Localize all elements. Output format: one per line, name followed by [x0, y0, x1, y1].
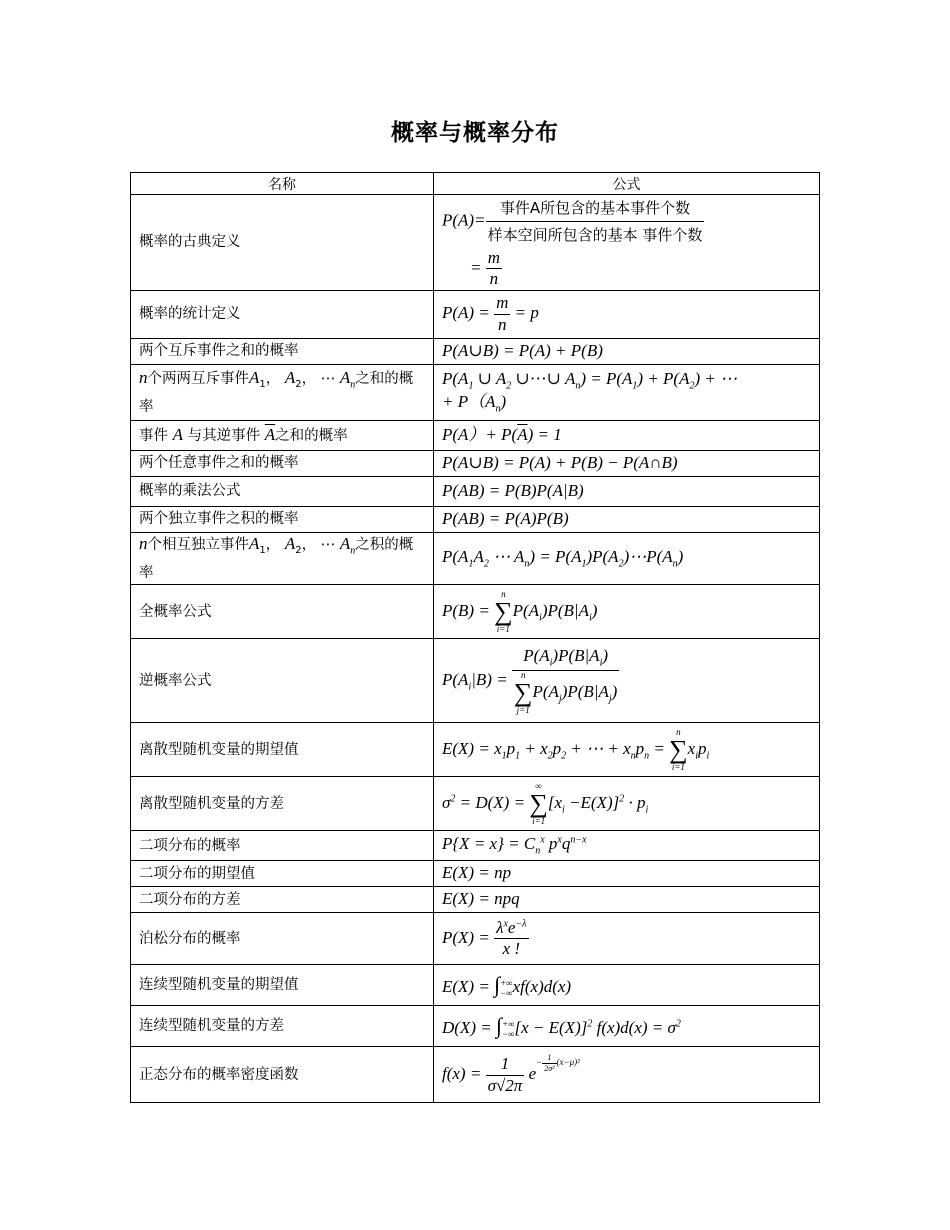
table-row	[131, 723, 820, 777]
row-formula: P(A) = $\frac{m}{n}$ = p	[434, 290, 820, 338]
row-formula: P(A∪B) = P(A) + P(B) − P(A∩B)	[434, 450, 820, 476]
row-formula: P(A)= $\frac{\text{事件A所包含的基本事件个数}}{\text{样本空间所包含的基本 事件个数}}$ = $\frac{m}{n}$	[434, 195, 820, 291]
table-row	[131, 450, 820, 476]
page-title: 概率与概率分布	[391, 120, 559, 146]
table-row	[131, 861, 820, 887]
row-name: 二项分布的方差	[131, 887, 434, 913]
row-formula: P(X) = $\frac{\lambda^xe^{-\lambda}}{x !}$	[434, 913, 820, 965]
row-name: 泊松分布的概率	[131, 913, 434, 965]
row-name: 连续型随机变量的期望值	[131, 965, 434, 1006]
row-name: 事件 A 与其逆事件 $\overline{A}$之和的概率	[131, 420, 434, 450]
row-name: 概率的古典定义	[131, 195, 434, 291]
table-row	[131, 1006, 820, 1047]
classic-denominator: 样本空间所包含的基本 事件个数	[487, 226, 703, 244]
table-row	[131, 913, 820, 965]
row-name: 二项分布的期望值	[131, 861, 434, 887]
row-formula: $P(A_i|B)$ = $P(A_i)P(B|A_i)$ n ∑ j=1 $P(A_j)P(B|A_j)$	[434, 639, 820, 723]
table-row	[131, 777, 820, 831]
header-name: 名称	[131, 173, 434, 195]
table-row	[131, 1047, 820, 1103]
row-formula: P(A∪B) = P(A) + P(B)	[434, 338, 820, 364]
row-formula: $P(A)+ P(\overline{A}) = 1$	[434, 420, 820, 450]
table-row	[131, 195, 820, 291]
table-row	[131, 532, 820, 584]
row-name: 概率的统计定义	[131, 290, 434, 338]
row-formula: P(B) = n ∑ i=1 $P(A_i)P(B|A_i)$	[434, 585, 820, 639]
row-formula: E(X) = npq	[434, 887, 820, 913]
row-name: 连续型随机变量的方差	[131, 1006, 434, 1047]
row-name: 逆概率公式	[131, 639, 434, 723]
table-row	[131, 965, 820, 1006]
row-name: 正态分布的概率密度函数	[131, 1047, 434, 1103]
row-name: 离散型随机变量的方差	[131, 777, 434, 831]
row-formula: f(x) = $\frac{1}{\sigma√2\pi}$ $e^{- \frac{1}{\text{2σ²}} (x-\mu)^2}$	[434, 1047, 820, 1103]
row-formula: $P(A_1A_2$ ⋯ $A_n$) = $P(A_1)P(A_2)\cdots P(A_n)$	[434, 532, 820, 584]
row-formula: D(X) = ∫+∞ $-\infty[x - E(X)]^2$ $f(x)d(x) = \sigma^2$	[434, 1006, 820, 1047]
table-row	[131, 639, 820, 723]
row-name: n个相互独立事件$A_1$， $A_2$， ⋯ $A_n$之积的概率	[131, 532, 434, 584]
classic-numerator: 事件A所包含的基本事件个数	[486, 195, 705, 222]
row-formula: P(AB) = P(B)P(A|B)	[434, 476, 820, 506]
header-formula: 公式	[434, 173, 820, 195]
table-row	[131, 831, 820, 861]
table-row	[131, 420, 820, 450]
row-name: 两个互斥事件之和的概率	[131, 338, 434, 364]
row-formula: P(AB) = P(A)P(B)	[434, 506, 820, 532]
row-name: 二项分布的概率	[131, 831, 434, 861]
table-row	[131, 338, 820, 364]
row-name: 两个任意事件之和的概率	[131, 450, 434, 476]
table-row	[131, 506, 820, 532]
row-name: 两个独立事件之积的概率	[131, 506, 434, 532]
row-name: n个两两互斥事件$A_1$， $A_2$， ⋯ $A_n$之和的概率	[131, 364, 434, 420]
row-formula: $E(X) = x_1p_1 + x_2p_2$ + ⋯ + $x_np_n$ = n ∑ i=1 $x_ip_i$	[434, 723, 820, 777]
table-row	[131, 887, 820, 913]
row-name: 全概率公式	[131, 585, 434, 639]
row-name: 概率的乘法公式	[131, 476, 434, 506]
row-formula: E(X) = np	[434, 861, 820, 887]
table-row	[131, 476, 820, 506]
formula-table	[130, 172, 820, 1103]
row-formula: E(X) = ∫+∞ −∞xf(x)d(x)	[434, 965, 820, 1006]
row-name: 离散型随机变量的期望值	[131, 723, 434, 777]
table-header-row	[131, 173, 820, 195]
row-formula: $P(A_1$ ∪ $A_2$ ∪⋯∪ $A_n) = P(A_1) + P(A_2)$ + ⋯ + $P(A_n)$	[434, 364, 820, 420]
table-row	[131, 290, 820, 338]
table-row	[131, 364, 820, 420]
row-formula: $\sigma^2 = D(X)$ = ∞ ∑ i=1 $[x_i -E(X)]^2 \cdot p_i$	[434, 777, 820, 831]
table-row	[131, 585, 820, 639]
row-formula: $P\{X = x\} = C_n^x$ $p^xq^{n-x}$	[434, 831, 820, 861]
